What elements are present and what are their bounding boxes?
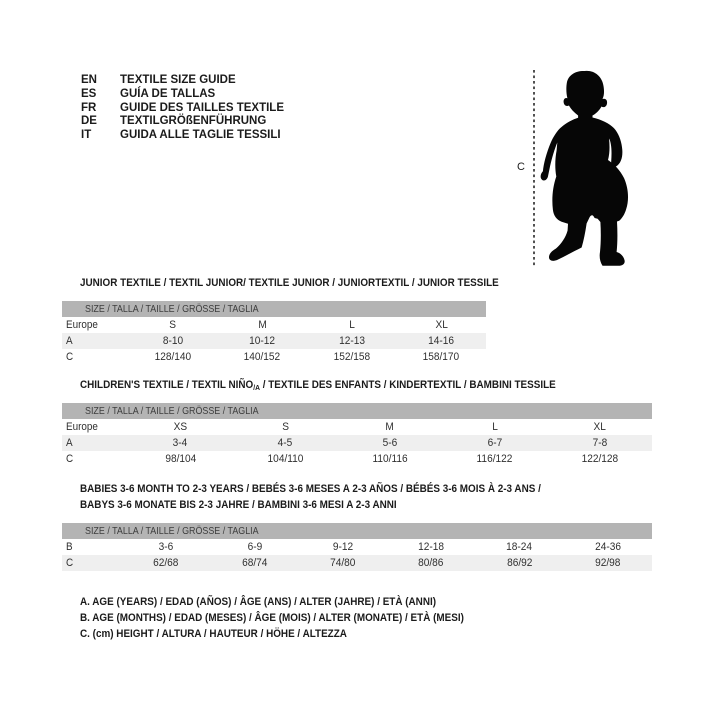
age-cell: 14-16 bbox=[428, 335, 455, 347]
row-label: A bbox=[66, 335, 73, 347]
age-cell: 10-12 bbox=[249, 335, 276, 347]
age-cell: 6-7 bbox=[487, 437, 503, 449]
junior-section-title: JUNIOR TEXTILE / TEXTIL JUNIOR/ TEXTILE JUNIOR / JUNIORTEXTIL / JUNIOR TESSILE bbox=[80, 277, 499, 289]
language-title-block bbox=[81, 74, 284, 143]
height-cell: 92/98 bbox=[595, 557, 621, 569]
lang-row-es bbox=[81, 88, 284, 102]
footnote-height-cm: C. (cm) HEIGHT / ALTURA / HAUTEUR / HÖHE / ALTEZZA bbox=[80, 628, 347, 640]
height-label-c: C bbox=[517, 161, 525, 173]
babies-size-table bbox=[62, 523, 652, 571]
size-cell: M bbox=[385, 421, 395, 433]
footnote-age-years: A. AGE (YEARS) / EDAD (AÑOS) / ÂGE (ANS) / ALTER (JAHRE) / ETÀ (ANNI) bbox=[80, 596, 437, 608]
junior-size-table bbox=[62, 301, 486, 365]
size-header-bar bbox=[62, 523, 652, 539]
height-cell: 110/116 bbox=[372, 453, 408, 465]
row-label: Europe bbox=[66, 319, 98, 331]
lang-row-en bbox=[81, 74, 284, 88]
lang-code: EN bbox=[81, 74, 97, 86]
size-cell: M bbox=[258, 319, 267, 331]
height-cell: 122/128 bbox=[581, 453, 618, 465]
size-header-bar bbox=[62, 301, 486, 317]
table-row-height bbox=[62, 349, 486, 365]
children-section-title: CHILDREN'S TEXTILE / TEXTIL $NIÑO_{/A}$ / TEXTILE DES ENFANTS / KINDERTEXTIL / BAMBINI TESSILE bbox=[80, 379, 556, 392]
size-cell: XS bbox=[173, 421, 188, 433]
lang-label: TEXTILGRÖßENFÜHRUNG bbox=[120, 115, 267, 128]
row-label: Europe bbox=[66, 421, 98, 433]
height-cell: 68/74 bbox=[241, 557, 268, 569]
height-cell: 80/86 bbox=[418, 557, 444, 569]
baby-silhouette bbox=[541, 71, 628, 266]
lang-code: FR bbox=[81, 101, 97, 114]
row-label: A bbox=[66, 437, 73, 449]
height-cell: 116/122 bbox=[476, 453, 513, 465]
table-row-age bbox=[62, 435, 652, 451]
footnote-age-months: B. AGE (MONTHS) / EDAD (MESES) / ÂGE (MOIS) / ALTER (MONATE) / ETÀ (MESI) bbox=[80, 612, 464, 624]
height-cell: 98/104 bbox=[164, 453, 196, 465]
age-cell: 8-10 bbox=[162, 335, 183, 347]
lang-code: DE bbox=[81, 115, 97, 128]
size-cell: S bbox=[281, 421, 289, 433]
table-row-europe bbox=[62, 317, 486, 333]
size-cell: XL bbox=[593, 421, 606, 433]
babies-section-title-line1: BABIES 3-6 MONTH TO 2-3 YEARS / BEBÉS 3-6 MESES A 2-3 AÑOS / BÉBÉS 3-6 MOIS À 2-3 ANS / bbox=[80, 483, 541, 495]
age-cell: 3-4 bbox=[173, 437, 188, 449]
lang-row-it bbox=[81, 129, 284, 143]
lang-code: IT bbox=[81, 129, 92, 142]
height-cell: 62/68 bbox=[153, 557, 179, 569]
size-header-label: SIZE / TALLA / TAILLE / GRÖSSE / TAGLIA bbox=[85, 405, 259, 417]
height-cell: 104/110 bbox=[267, 453, 304, 465]
table-row-height bbox=[62, 555, 652, 571]
age-cell: 7-8 bbox=[592, 437, 607, 449]
months-cell: 3-6 bbox=[158, 541, 174, 553]
months-cell: 18-24 bbox=[506, 541, 533, 553]
table-row-europe bbox=[62, 419, 652, 435]
height-cell: 152/158 bbox=[333, 351, 371, 363]
table-row-height bbox=[62, 451, 652, 467]
table-row-months bbox=[62, 539, 652, 555]
months-cell: 12-18 bbox=[418, 541, 445, 553]
lang-label: GUIDA ALLE TAGLIE TESSILI bbox=[120, 129, 281, 142]
children-size-table bbox=[62, 403, 652, 467]
lang-label: GUÍA DE TALLAS bbox=[120, 87, 216, 100]
row-label: B bbox=[66, 541, 73, 553]
lang-label: TEXTILE SIZE GUIDE bbox=[120, 74, 236, 86]
row-label: C bbox=[66, 557, 74, 569]
row-label: C bbox=[66, 351, 74, 363]
size-header-label: SIZE / TALLA / TAILLE / GRÖSSE / TAGLIA bbox=[85, 303, 259, 315]
age-cell: 4-5 bbox=[277, 437, 293, 449]
size-cell: XL bbox=[435, 319, 448, 331]
table-row-age bbox=[62, 333, 486, 349]
age-cell: 12-13 bbox=[338, 335, 365, 347]
months-cell: 6-9 bbox=[247, 541, 262, 553]
row-label: C bbox=[66, 453, 74, 465]
size-header-bar bbox=[62, 403, 652, 419]
height-cell: 86/92 bbox=[506, 557, 533, 569]
lang-code: ES bbox=[81, 87, 97, 100]
size-cell: S bbox=[169, 319, 177, 331]
size-cell: L bbox=[348, 319, 355, 331]
height-cell: 158/170 bbox=[422, 351, 460, 363]
height-cell: 140/152 bbox=[243, 351, 281, 363]
months-cell: 24-36 bbox=[594, 541, 621, 553]
babies-section-title-line2: BABYS 3-6 MONATE BIS 2-3 JAHRE / BAMBINI 3-6 MESI A 2-3 ANNI bbox=[80, 499, 397, 511]
height-cell: 74/80 bbox=[330, 557, 356, 569]
lang-label: GUIDE DES TAILLES TEXTILE bbox=[120, 101, 284, 114]
nino-a-subscript: /A bbox=[253, 383, 260, 392]
lang-row-de bbox=[81, 115, 284, 129]
lang-row-fr bbox=[81, 102, 284, 116]
height-cell: 128/140 bbox=[154, 351, 192, 363]
size-header-label: SIZE / TALLA / TAILLE / GRÖSSE / TAGLIA bbox=[85, 525, 259, 537]
size-cell: L bbox=[491, 421, 498, 433]
months-cell: 9-12 bbox=[332, 541, 353, 553]
age-cell: 5-6 bbox=[382, 437, 398, 449]
